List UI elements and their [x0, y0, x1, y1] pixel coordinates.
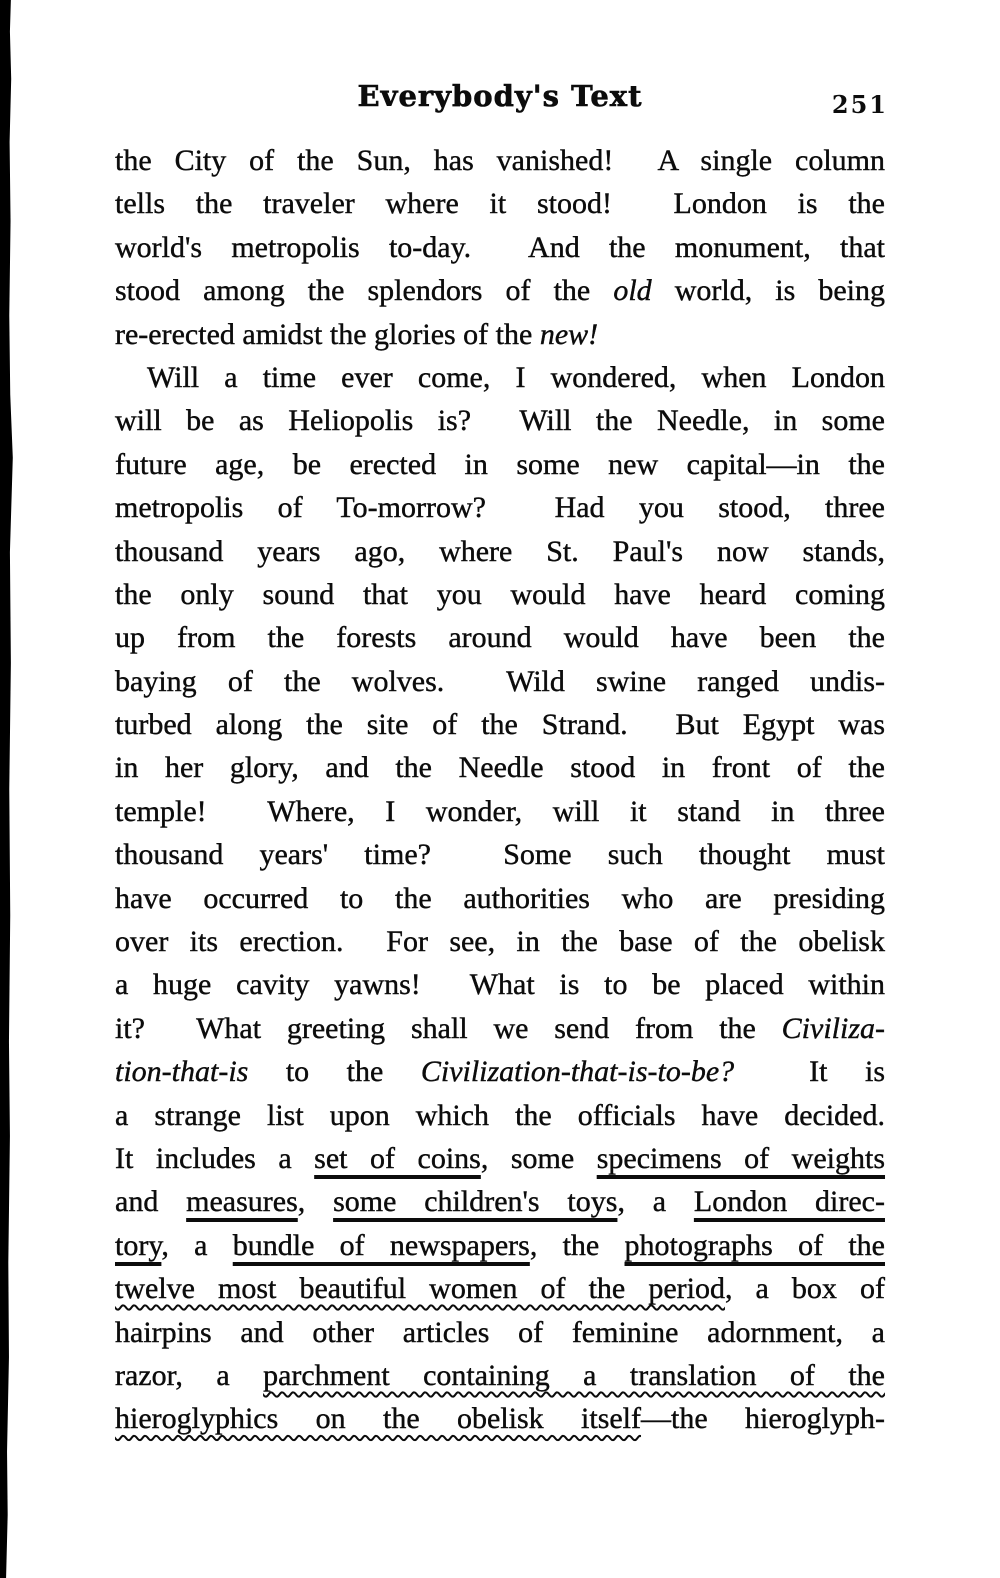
- italic-text: Civilization-that-is-to-be?: [420, 1055, 735, 1089]
- text-segment: baying of the wolves. Wild swine ranged undis-: [115, 664, 885, 698]
- text-line: [115, 356, 885, 399]
- italic-text: new!: [539, 317, 599, 351]
- text-segment: future age, be erected in some new capital—in the: [115, 447, 885, 481]
- text-segment: thousand years' time? Some such thought must: [115, 838, 885, 872]
- text-segment: in her glory, and the Needle stood in front of the: [115, 751, 885, 785]
- pencil-underlined-text: measures: [186, 1185, 298, 1219]
- pencil-underlined-text: set of coins: [314, 1141, 481, 1175]
- text-segment: , a: [161, 1228, 233, 1262]
- text-line: [115, 182, 885, 225]
- text-segment: the City of the Sun, has vanished! A single column: [115, 144, 885, 177]
- text-line: [115, 443, 885, 486]
- text-line: [115, 1137, 885, 1180]
- text-line: [115, 399, 885, 442]
- text-segment: , a: [617, 1185, 694, 1219]
- pencil-underlined-text: hieroglyphics on the obelisk itself: [115, 1402, 642, 1436]
- text-line: [115, 573, 885, 616]
- text-segment: It is: [734, 1055, 885, 1089]
- text-segment: tells the traveler where it stood! London is the: [115, 187, 885, 221]
- text-line: [115, 1354, 885, 1397]
- text-segment: the only sound that you would have heard coming: [115, 577, 885, 611]
- text-segment: Will a time ever come, I wondered, when London: [147, 360, 885, 394]
- text-segment: it? What greeting shall we send from the: [115, 1011, 782, 1045]
- pencil-underlined-text: photographs of the: [624, 1228, 885, 1262]
- text-segment: metropolis of To-morrow? Had you stood, three: [115, 491, 885, 525]
- text-segment: will be as Heliopolis is? Will the Needle, in some: [115, 404, 885, 438]
- italic-text: old: [613, 274, 652, 308]
- text-segment: re-erected amidst the glories of the: [115, 317, 540, 351]
- text-line: [115, 1094, 885, 1137]
- text-segment: razor, a: [115, 1358, 264, 1392]
- pencil-underlined-text: parchment containing a translation of the: [263, 1358, 885, 1392]
- text-segment: world's metropolis to-day. And the monument, that: [115, 230, 885, 264]
- text-segment: —the hieroglyph-: [641, 1402, 885, 1436]
- text-line: [115, 269, 885, 312]
- text-segment: up from the forests around would have been the: [115, 621, 885, 655]
- text-segment: over its erection. For see, in the base of the obelisk: [115, 925, 885, 959]
- text-segment: turbed along the site of the Strand. But Egypt was: [115, 708, 885, 742]
- text-segment: , the: [529, 1228, 625, 1262]
- italic-text: tion-that-is: [115, 1055, 249, 1089]
- pencil-underlined-text: specimens of weights: [596, 1141, 886, 1175]
- text-line: [115, 703, 885, 746]
- text-segment: a huge cavity yawns! What is to be placed within: [115, 968, 885, 1002]
- text-segment: , a box of: [724, 1272, 885, 1306]
- text-line: [115, 1267, 885, 1310]
- text-segment: and: [115, 1185, 187, 1219]
- text-line: [115, 1224, 885, 1267]
- text-line: [115, 1397, 885, 1440]
- text-line: [115, 226, 885, 269]
- pencil-underlined-text: some children's toys: [333, 1185, 618, 1219]
- text-line: [115, 530, 885, 573]
- text-line: [115, 746, 885, 789]
- italic-text: Civiliza-: [781, 1011, 885, 1045]
- text-line: [115, 486, 885, 529]
- text-line: [115, 313, 885, 356]
- text-segment: hairpins and other articles of feminine adornment, a: [115, 1315, 885, 1349]
- text-segment: temple! Where, I wonder, will it stand in three: [115, 794, 885, 828]
- text-line: [115, 660, 885, 703]
- text-segment: have occurred to the authorities who are presiding: [115, 881, 885, 915]
- text-line: [115, 920, 885, 963]
- text-line: [115, 1180, 885, 1223]
- text-line: [115, 616, 885, 659]
- text-segment: , some: [480, 1141, 597, 1175]
- text-line: [115, 1007, 885, 1050]
- text-segment: world, is being: [651, 274, 885, 308]
- running-header: [0, 79, 1000, 122]
- page-title: Everybody's Text: [357, 79, 643, 113]
- text-line: [115, 1311, 885, 1354]
- page-number: 251: [831, 90, 888, 119]
- text-line: [115, 1050, 885, 1093]
- text-segment: a strange list upon which the officials have decided.: [115, 1098, 885, 1132]
- body-text: [115, 139, 885, 1441]
- text-line: [115, 790, 885, 833]
- text-line: [115, 963, 885, 1006]
- text-line: [115, 833, 885, 876]
- scan-edge-artifact: [0, 0, 16, 1578]
- text-segment: to the: [248, 1055, 421, 1089]
- pencil-underlined-text: bundle of newspapers: [232, 1228, 530, 1262]
- text-line: [115, 877, 885, 920]
- pencil-underlined-text: London direc-: [693, 1185, 885, 1219]
- text-segment: It includes a: [115, 1141, 315, 1175]
- text-segment: thousand years ago, where St. Paul's now stands,: [115, 534, 885, 568]
- text-segment: ,: [297, 1185, 334, 1219]
- pencil-underlined-text: twelve most beautiful women of the period: [115, 1272, 725, 1306]
- pencil-underlined-text: tory: [115, 1228, 162, 1262]
- text-segment: stood among the splendors of the: [115, 274, 614, 308]
- text-line: [115, 139, 885, 182]
